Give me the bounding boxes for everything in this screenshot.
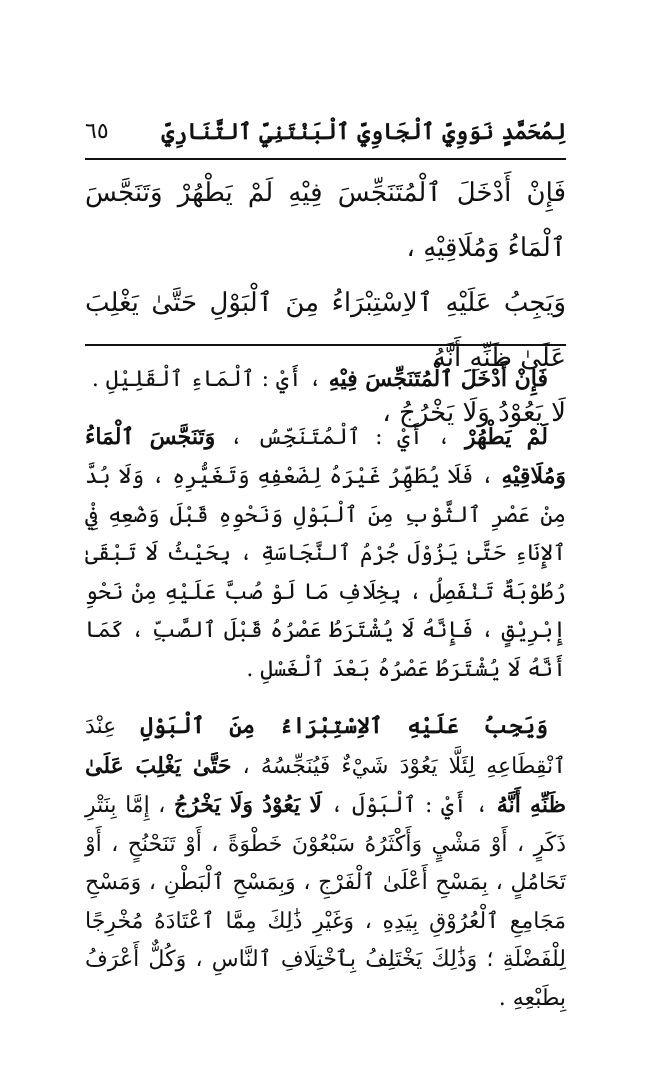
commentary-text: ، إِمَّا بِنَتْرِ ذَكَرٍ ، أَوْ مَشْيٍ وَأَكْثَرُهُ سَبْعُوْنَ خَطْوَةً ، أَوْ تَنَحْنُحٍ ، أَوْ تَحَامُلٍ ، بِمَسْحِ أَعْلَىٰ ٱلْفَرْجِ ، وَبِمَسْحِ ٱلْبَطْنِ ، وَمَسْحِ مَجَامِعِ ٱلْعُرُوْقِ بِيَدِهِ ، وَغَيْرِ ذَٰلِكَ مِمَّا ٱعْتَادَهُ مُخْرِجًا لِلْفَضْلَةِ ؛ وَذَٰلِكَ يَخْتَلِفُ بِٱخْتِلَافِ ٱلنَّاسِ ، وَكُلٌّ أَعْرَفُ بِطَبْعِهِ .	[85, 793, 566, 1011]
commentary-text: عِنْدَ ٱنْقِطَاعِهِ لِئَلَّا يَعُوْدَ شَيْءٌ فَيُنَجِّسُهُ ،	[85, 714, 567, 779]
sharh-paragraph	[85, 360, 566, 400]
matn-quote: وَتَنَجَّسَ ٱلْمَاءُ وَمُلَاقِيْهِ	[85, 423, 566, 489]
sharh-paragraph	[85, 707, 566, 1018]
matn-line: وَيَجِبُ عَلَيْهِ ٱلاِسْتِبْرَاءُ مِنَ ٱلْبَوْلِ حَتَّىٰ يَغْلِبَ عَلَىٰ ظَنِّهِ أَنَّهُ	[85, 288, 566, 373]
matn-quote: لَا يَعُوْدُ وَلَا يَخْرُجُ	[173, 792, 322, 818]
commentary-text: ، أَيْ : ٱلْمَاءِ ٱلْقَلِيْلِ .	[91, 367, 329, 392]
header-divider	[85, 158, 566, 160]
header-title: لِمُحَمَّدٍ نَوَوِيِّ ٱلْجَاوِيِّ ٱلْبَنْتَنِيِّ ٱلتَّنَارِيِّ	[161, 119, 566, 145]
page-number: ٦٥	[85, 119, 109, 144]
matn-quote: وَيَجِبُ عَلَيْهِ ٱلاِسْتِبْرَاءُ مِنَ ٱلْبَوْلِ	[140, 713, 548, 739]
sharh-paragraph	[85, 418, 566, 690]
commentary-text: ، أَيْ : ٱلْبَوْلَ ،	[321, 793, 497, 818]
matn-line: فَإِنْ أَدْخَلَ ٱلْمُتَنَجِّسَ فِيْهِ لَمْ يَطْهُرْ وَتَنَجَّسَ ٱلْمَاءُ وَمُلَاقِيْهِ ،	[85, 178, 566, 263]
running-header	[85, 112, 566, 152]
commentary-text: ، فَلَا يُطَهِّرُ غَيْرَهُ لِضَعْفِهِ وَتَغَيُّرِهِ ، وَلَا بُدَّ مِنْ عَصْرِ ٱلثَّوْبِ مِنَ ٱلْبَوْلِ وَنَحْوِهِ قَبْلَ وَضْعِهِ فِيْ ٱلإِنَاءِ حَتَّىٰ يَزُوْلَ جُرْمُ ٱلنَّجَاسَةِ ، بِحَيْثُ لَا تَبْقَىٰ رُطُوْبَةٌ تَنْفَصِلُ ، بِخِلَافِ مَا لَوْ صُبَّ عَلَيْهِ مِنْ نَحْوِ إِبْرِيْقٍ ، فَإِنَّهُ لَا يُشْتَرَطُ عَصْرُهُ قَبْلَ ٱلصَّبِّ ، كَمَا أَنَّهُ لَا يُشْتَرَطُ عَصْرُهُ بَعْدَ ٱلْغَسْلِ .	[85, 464, 566, 682]
commentary-text: ، أَيْ : ٱلْمُتَنَجِّسُ ،	[215, 424, 465, 450]
matn-line: لَا يَعُوْدُ وَلَا يَخْرُجُ ،	[382, 398, 566, 428]
matn-quote: فَإِنْ أَدْخَلَ ٱلْمُتَنَجِّسَ فِيْهِ	[328, 366, 548, 392]
matn-sharh-divider	[85, 344, 566, 346]
matn-quote: حَتَّىٰ يَغْلِبَ عَلَىٰ ظَنِّهِ أَنَّهُ	[85, 752, 567, 818]
matn-quote: لَمْ يَطْهُرْ	[464, 423, 549, 450]
sharh-text	[85, 360, 566, 1036]
